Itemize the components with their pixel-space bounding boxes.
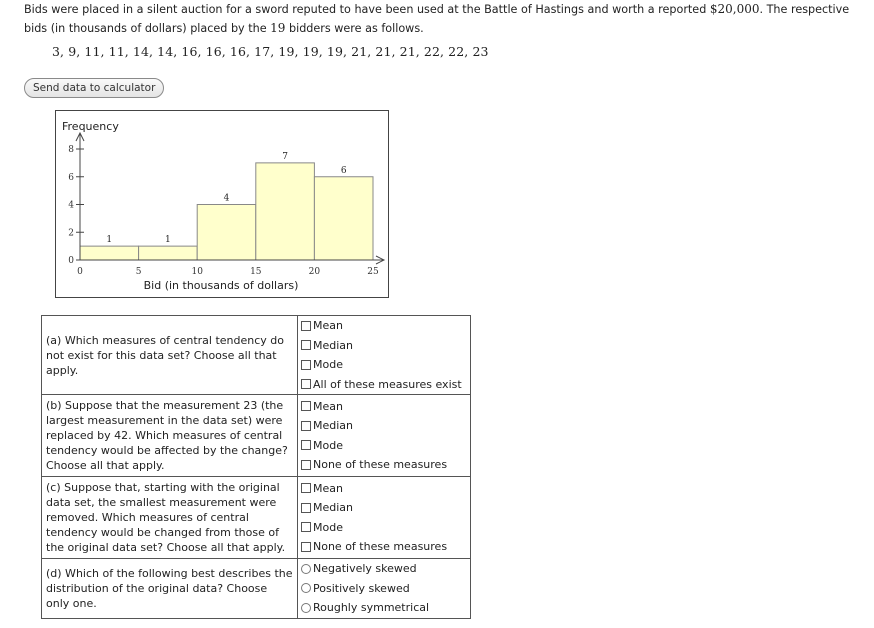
x-tick-label: 25 bbox=[367, 267, 379, 277]
checkbox-option[interactable] bbox=[298, 375, 470, 395]
x-tick-label: 15 bbox=[250, 267, 262, 277]
checkbox-option[interactable] bbox=[298, 316, 470, 336]
radio-option[interactable] bbox=[298, 598, 470, 618]
histogram-bar bbox=[139, 246, 198, 260]
checkbox[interactable] bbox=[301, 421, 311, 431]
checkbox-option[interactable] bbox=[298, 397, 470, 417]
histogram-bar bbox=[80, 246, 139, 260]
y-axis-label: Frequency bbox=[62, 120, 119, 133]
option-label: Positively skewed bbox=[313, 581, 410, 595]
checkbox-option[interactable] bbox=[298, 436, 470, 456]
option-label: All of these measures exist bbox=[313, 377, 462, 391]
option-label: Mean bbox=[313, 319, 343, 333]
x-tick-label: 20 bbox=[308, 267, 321, 277]
intro-amount: $20,000 bbox=[709, 2, 760, 16]
checkbox[interactable] bbox=[301, 483, 311, 493]
y-tick-label: 6 bbox=[68, 172, 74, 183]
bar-data-label: 6 bbox=[340, 165, 347, 176]
y-tick-label: 8 bbox=[68, 145, 74, 155]
intro-text-2: . The respective bids (in thousands of dollars) placed by the bbox=[24, 3, 850, 35]
intro-text-1: Bids were placed in a silent auction for a sword reputed to have been used at the Battle of Hastings and worth a reported bbox=[24, 3, 710, 16]
radio-option[interactable] bbox=[298, 559, 470, 579]
question-row bbox=[42, 316, 471, 395]
y-tick-label: 2 bbox=[68, 228, 74, 239]
radio-button[interactable] bbox=[301, 564, 311, 574]
checkbox[interactable] bbox=[301, 401, 311, 411]
questions-table bbox=[41, 315, 471, 619]
histogram-panel bbox=[55, 110, 389, 298]
checkbox[interactable] bbox=[301, 379, 311, 389]
question-text: (b) Suppose that the measurement 23 (the largest measurement in the data set) were replaced by 42. Which measures of central tendency would be affected by the change? Choose all that apply. bbox=[42, 395, 298, 477]
checkbox-option[interactable] bbox=[298, 498, 470, 518]
x-tick-label: 0 bbox=[77, 267, 83, 277]
option-label: Median bbox=[313, 419, 354, 433]
radio-button[interactable] bbox=[301, 603, 311, 613]
radio-option[interactable] bbox=[298, 579, 470, 599]
answer-options bbox=[298, 395, 471, 477]
option-label: Mode bbox=[313, 358, 343, 372]
y-tick-label: 0 bbox=[68, 256, 74, 266]
histogram-bar bbox=[256, 163, 315, 260]
option-label: Negatively skewed bbox=[313, 562, 417, 576]
checkbox[interactable] bbox=[301, 460, 311, 470]
checkbox-option[interactable] bbox=[298, 416, 470, 436]
question-row bbox=[42, 477, 471, 559]
checkbox-option[interactable] bbox=[298, 537, 470, 557]
option-label: Mode bbox=[313, 438, 343, 452]
option-label: None of these measures bbox=[313, 540, 448, 554]
bar-data-label: 1 bbox=[165, 235, 171, 246]
option-label: Roughly symmetrical bbox=[313, 601, 430, 615]
bar-data-label: 4 bbox=[223, 193, 230, 204]
checkbox-option[interactable] bbox=[298, 518, 470, 538]
data-values: 3, 9, 11, 11, 14, 14, 16, 16, 16, 17, 19, 19, 19, 21, 21, 21, 22, 22, 23 bbox=[52, 44, 489, 59]
option-label: Mean bbox=[313, 399, 343, 413]
radio-button[interactable] bbox=[301, 583, 311, 593]
checkbox-option[interactable] bbox=[298, 336, 470, 356]
bar-data-label: 7 bbox=[282, 151, 288, 162]
option-label: None of these measures bbox=[313, 458, 448, 472]
option-label: Mean bbox=[313, 481, 343, 495]
send-data-button[interactable]: Send data to calculator bbox=[24, 78, 164, 98]
histogram-chart bbox=[56, 111, 388, 297]
bar-data-label: 1 bbox=[106, 235, 113, 246]
intro-count: 19 bbox=[270, 21, 286, 35]
checkbox[interactable] bbox=[301, 542, 311, 552]
histogram-bar bbox=[197, 205, 256, 261]
x-axis-label: Bid (in thousands of dollars) bbox=[143, 279, 299, 292]
checkbox[interactable] bbox=[301, 321, 311, 331]
checkbox[interactable] bbox=[301, 340, 311, 350]
checkbox[interactable] bbox=[301, 440, 311, 450]
y-tick-label: 4 bbox=[68, 200, 74, 211]
question-row bbox=[42, 395, 471, 477]
checkbox[interactable] bbox=[301, 503, 311, 513]
answer-options bbox=[298, 316, 471, 395]
answer-options bbox=[298, 559, 471, 619]
question-text: (a) Which measures of central tendency do not exist for this data set? Choose all that apply. bbox=[42, 316, 298, 395]
question-text: (c) Suppose that, starting with the original data set, the smallest measurement were removed. Which measures of central tendency would be changed from those of the original data set? Choose all that apply. bbox=[42, 477, 298, 559]
answer-options bbox=[298, 477, 471, 559]
x-tick-label: 5 bbox=[135, 267, 142, 277]
checkbox-option[interactable] bbox=[298, 355, 470, 375]
question-text: (d) Which of the following best describes the distribution of the original data? Choose only one. bbox=[42, 559, 298, 619]
option-label: Mode bbox=[313, 520, 343, 534]
option-label: Median bbox=[313, 501, 354, 515]
problem-statement bbox=[24, 0, 864, 38]
question-row bbox=[42, 559, 471, 619]
histogram-bar bbox=[314, 177, 373, 260]
x-tick-label: 10 bbox=[191, 267, 203, 277]
checkbox[interactable] bbox=[301, 360, 311, 370]
intro-text-3: bidders were as follows. bbox=[285, 22, 424, 35]
checkbox[interactable] bbox=[301, 522, 311, 532]
checkbox-option[interactable] bbox=[298, 479, 470, 499]
checkbox-option[interactable] bbox=[298, 455, 470, 475]
option-label: Median bbox=[313, 338, 354, 352]
